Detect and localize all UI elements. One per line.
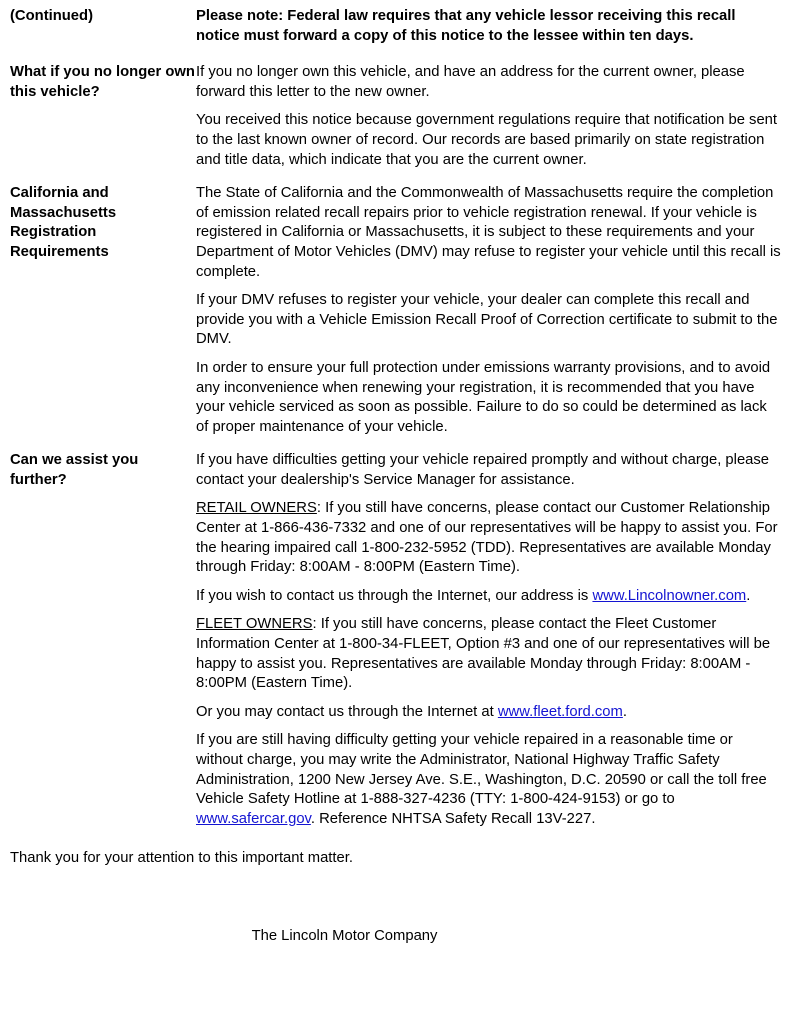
section-heading-no-longer-own: What if you no longer own this vehicle? <box>10 64 195 100</box>
lincolnowner-link[interactable]: www.Lincolnowner.com <box>592 587 747 604</box>
section-heading-ca-ma-registration: California and Massachusetts Registration Requirements <box>10 185 117 260</box>
paragraph-service-manager: If you have difficulties getting your vehicle repaired promptly and without charge, please contact your dealership's Service Manager for assistance. <box>196 452 770 488</box>
fleet-internet-intro: Or you may contact us through the Internet at <box>196 703 498 720</box>
paragraph-nhtsa <box>196 731 781 829</box>
please-note-paragraph <box>196 7 781 46</box>
please-note-text: Federal law requires that any vehicle lessor receiving this recall notice must forward a copy of this notice to the lessee within ten days. <box>196 8 736 44</box>
paragraph: If you no longer own this vehicle, and have an address for the current owner, please forward this letter to the new owner. <box>196 64 745 100</box>
paragraph-lincoln-internet <box>196 587 781 607</box>
section-body-ca-ma-registration <box>196 184 789 437</box>
fleet-owners-text: : If you still have concerns, please contact the Fleet Customer Information Center at 1-800-34-FLEET, Option #3 and one of our representatives will be happy to assist you. Representatives are available Monday through Friday: 8:00AM - 8:00PM (Eastern Time). <box>196 616 771 692</box>
continued-note-section <box>0 7 789 46</box>
section-body-no-longer-own <box>196 63 789 170</box>
paragraph-retail-owners <box>196 499 781 577</box>
top-spacer <box>0 0 789 7</box>
paragraph-fleet-owners <box>196 615 781 693</box>
retail-owners-label: RETAIL OWNERS <box>196 500 317 517</box>
fleet-internet-period: . <box>622 703 627 720</box>
section-no-longer-own <box>0 63 789 170</box>
please-note-prefix: Please note: <box>196 8 284 24</box>
fleet-owners-label: FLEET OWNERS <box>196 616 313 633</box>
safercar-link[interactable]: www.safercar.gov <box>196 810 311 827</box>
nhtsa-reference: . Reference NHTSA Safety Recall 13V-227. <box>310 810 596 827</box>
section-assist-further <box>0 451 789 829</box>
continued-label: (Continued) <box>10 8 94 24</box>
paragraph: You received this notice because government regulations require that notification be sent to the last known owner of record. Our records are based primarily on state registration and title data, which indicate that you are the current owner. <box>196 112 778 168</box>
section-heading-assist-further: Can we assist you further? <box>10 452 139 488</box>
closing-line: Thank you for your attention to this important matter. <box>10 850 353 867</box>
nhtsa-intro: If you are still having difficulty getting your vehicle repaired in a reasonable time or without charge, you may write the Administrator, National Highway Traffic Safety Administration, 1200 New Jersey Ave. S.E., Washington, D.C. 20590 or call the toll free Vehicle Safety Hotline at 1-888-327-4236 (TTY: 1-800-424-9153) or go to <box>196 732 767 808</box>
please-note-body <box>196 7 789 46</box>
lincoln-internet-intro: If you wish to contact us through the Internet, our address is <box>196 587 593 604</box>
paragraph: If your DMV refuses to register your vehicle, your dealer can complete this recall and provide you with a Vehicle Emission Recall Proof of Correction certificate to submit to the DMV. <box>196 292 778 348</box>
section-body-assist-further <box>196 451 789 829</box>
paragraph-fleet-internet <box>196 703 781 723</box>
section-ca-ma-registration <box>0 184 789 437</box>
retail-owners-text: : If you still have concerns, please contact our Customer Relationship Center at 1-866-436-7332 and one of our representatives will be happy to assist you. For the hearing impaired call 1-800-232-5952 (TDD). Representatives are available Monday through Friday: 8:00AM - 8:00PM (Eastern Time). <box>196 500 778 576</box>
footer-company-name: The Lincoln Motor Company <box>251 927 438 944</box>
paragraph: The State of California and the Commonwealth of Massachusetts require the completion of emission related recall repairs prior to vehicle registration renewal. If your vehicle is registered in California or Massachusetts, it is subject to these requirements and your Department of Motor Vehicles (DMV) may refuse to register your vehicle until this recall is complete. <box>196 185 781 280</box>
paragraph: In order to ensure your full protection under emissions warranty provisions, and to avoid any inconvenience when renewing your registration, it is recommended that you have your vehicle serviced as soon as possible. Failure to do so could be determined as lack of proper maintenance of your vehicle. <box>196 359 771 435</box>
fleet-ford-link[interactable]: www.fleet.ford.com <box>497 703 623 720</box>
lincoln-internet-period: . <box>746 587 751 604</box>
